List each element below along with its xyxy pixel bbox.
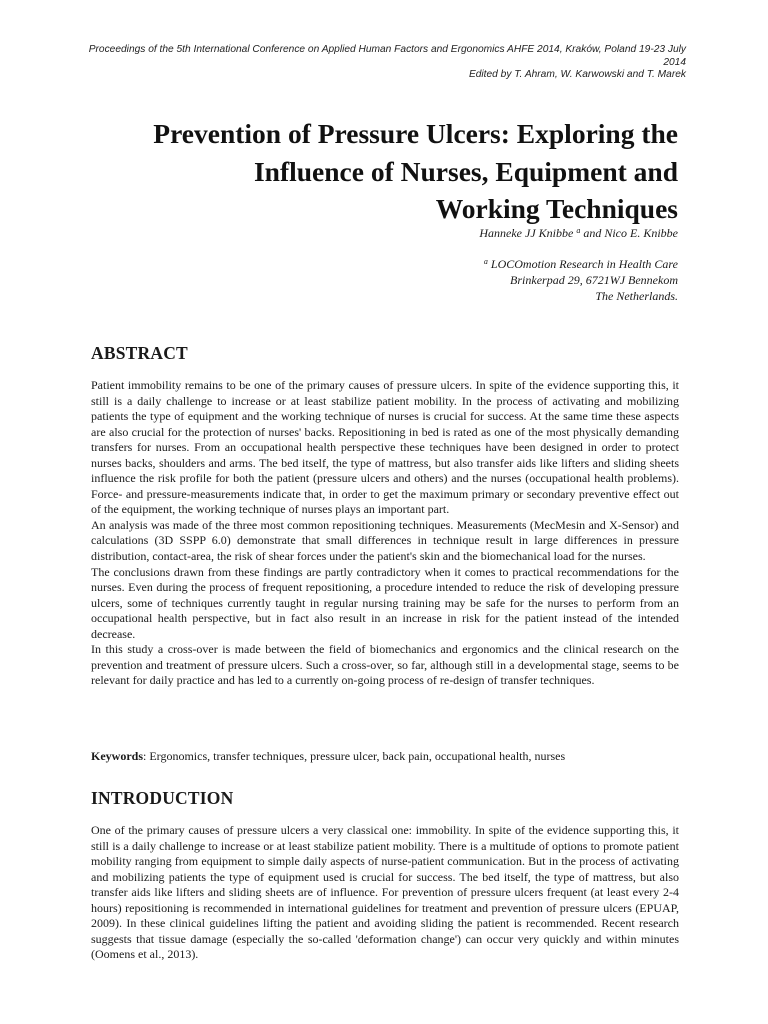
- author-line: [178, 225, 678, 241]
- affiliation-country: The Netherlands.: [595, 289, 678, 303]
- proceedings-line-2: 2014: [663, 56, 686, 68]
- proceedings-header: [66, 44, 686, 82]
- introduction-heading: INTRODUCTION: [91, 788, 234, 808]
- affiliation-name: LOCOmotion Research in Health Care: [490, 257, 678, 271]
- affiliation: [178, 256, 678, 304]
- title-line-3: Working Techniques: [435, 193, 678, 224]
- paper-title: [78, 115, 678, 228]
- affiliation-mark: a: [483, 257, 488, 266]
- proceedings-line-1: Proceedings of the 5th International Conference on Applied Human Factors and Ergonomics AHFE 2014, Kraków, Poland 19-23 July: [88, 44, 686, 55]
- introduction-paragraph: One of the primary causes of pressure ulcers a very classical one: immobility. In spite of the evidence supporting this, it still is a daily challenge to increase or at least stabilize patient mobility. There is a multitude of options to promote patient mobility ranging from equipment to simple daily aspects of nurse-patient communication. But in the process of activating and mobilizing patients the type of equipment used is crucial for success. The bed itself, the type of mattress, but also transfer aids like lifters and sliding sheets are of influence. For prevention of pressure ulcers frequent (at least every 2-4 hours) repositioning is recommended in international guidelines for treatment and prevention of pressure ulcers (EPUAP, 2009). In these clinical guidelines lifting the patient and avoiding sliding the patient is recommended. Recent research suggests that tissue damage (especially the so-called 'deformation change') can occur very quickly and within minutes (Oomens et al., 2013).: [91, 823, 679, 962]
- title-line-1: Prevention of Pressure Ulcers: Exploring the: [153, 118, 678, 149]
- keywords: [91, 748, 679, 764]
- abstract-paragraph-3: The conclusions drawn from these findings are partly contradictory when it comes to practical recommendations for the nurses. Even during the process of frequent repositioning, a procedure intended to reduce the risk of developing pressure ulcers, some of techniques currently taught in regular nursing training may be safe for the nurses to perform from an occupational health perspective, but in fact also result in an increase in risk for the patient instead of the intended decrease.: [91, 564, 679, 641]
- abstract-body: [91, 378, 679, 689]
- author-affiliation-mark: a: [576, 226, 581, 235]
- introduction-body: [91, 823, 679, 963]
- abstract-paragraph-2: An analysis was made of the three most common repositioning techniques. Measurements (MecMesin and X-Sensor) and calculations (3D SSPP 6.0) demonstrate that small differences in technique result in large differences in pressure distribution, contact-area, the risk of shear forces under the patient's skin and the biomechanical load for the nurses.: [91, 517, 679, 564]
- title-line-2: Influence of Nurses, Equipment and: [253, 155, 678, 187]
- author-1: Hanneke JJ Knibbe: [479, 226, 574, 240]
- editors-line: Edited by T. Ahram, W. Karwowski and T. Marek: [468, 69, 686, 80]
- abstract-paragraph-1: Patient immobility remains to be one of the primary causes of pressure ulcers. In spite of the evidence supporting this, it still is a daily challenge to increase or at least stabilize patient mobility. In the process of activating and mobilizing patients the type of equipment and the working technique of nurses is crucial for success. At the same time these aspects are also crucial for the protection of nurses' backs. Repositioning in bed is rated as one of the most physically demanding transfers for nurses. From an occupational health perspective these techniques have been designed in order to protect nurses backs, shoulders and arms. The bed itself, the type of mattress, but also transfer aids like lifters and sliding sheets influence the risk profile for both the patient (pressure ulcers and others) and the nurses (occupational health problems). Force- and pressure-measurements indicate that, in order to get the maximum primary or secondary preventive effect out of the equipment, the working technique of nurses plays an important part.: [91, 378, 679, 517]
- keywords-text: : Ergonomics, transfer techniques, pressure ulcer, back pain, occupational health, nurses: [143, 749, 566, 763]
- keywords-label: Keywords: [91, 749, 143, 763]
- affiliation-address: Brinkerpad 29, 6721WJ Bennekom: [510, 273, 678, 287]
- abstract-heading: ABSTRACT: [91, 343, 188, 363]
- author-2: and Nico E. Knibbe: [583, 226, 678, 240]
- abstract-paragraph-4: In this study a cross-over is made between the field of biomechanics and ergonomics and the clinical research on the prevention and treatment of pressure ulcers. Such a cross-over, so far, although still in a developmental stage, seems to be relevant for daily practice and has led to a currently on-going process of re-design of transfer techniques.: [91, 642, 679, 688]
